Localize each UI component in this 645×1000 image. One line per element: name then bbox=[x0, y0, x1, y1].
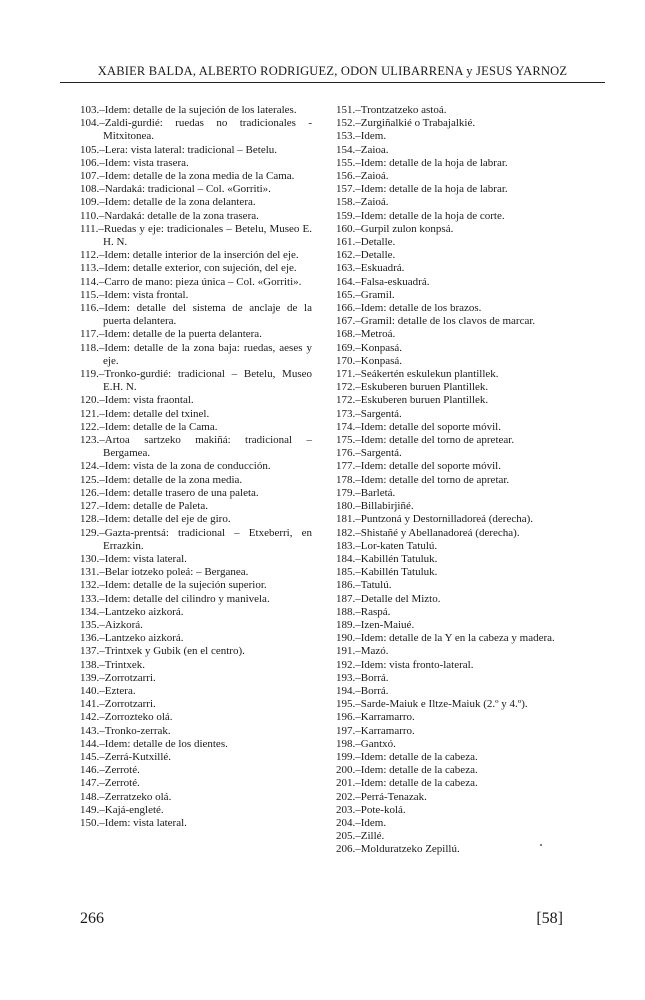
caption-entry: 123.–Artoa sartzeko makiñá: tradicional – Bergamea. bbox=[80, 434, 312, 460]
caption-entry: 205.–Zillé. bbox=[336, 830, 385, 843]
caption-entry: 173.–Sargentá. bbox=[336, 407, 402, 420]
caption-entry: 146.–Zerroté. bbox=[80, 764, 140, 777]
caption-entry: 148.–Zerratzeko olá. bbox=[80, 790, 172, 803]
caption-entry: 163.–Eskuadrá. bbox=[336, 262, 405, 275]
caption-entry: 164.–Falsa-eskuadrá. bbox=[336, 275, 430, 288]
caption-entry: 189.–Izen-Maiué. bbox=[336, 618, 415, 631]
caption-entry: 105.–Lera: vista lateral: tradicional – Betelu. bbox=[80, 143, 278, 156]
caption-entry: 141.–Zorrotzarri. bbox=[80, 698, 156, 711]
caption-entry: 172.–Eskuberen buruen Plantillek. bbox=[336, 381, 489, 394]
caption-entry: 122.–Idem: detalle de la Cama. bbox=[80, 420, 218, 433]
caption-entry: 125.–Idem: detalle de la zona media. bbox=[80, 473, 243, 486]
caption-entry: 131.–Belar iotzeko poleá: – Berganea. bbox=[80, 566, 249, 579]
running-header: XABIER BALDA, ALBERTO RODRIGUEZ, ODON ULIBARRENA y JESUS YARNOZ bbox=[60, 64, 605, 83]
caption-entry: 143.–Tronko-zerrak. bbox=[80, 724, 171, 737]
caption-entry: 110.–Nardaká: detalle de la zona trasera. bbox=[80, 209, 259, 222]
caption-entry: 167.–Gramil: detalle de los clavos de marcar. bbox=[336, 315, 536, 328]
caption-entry: 187.–Detalle del Mizto. bbox=[336, 592, 441, 605]
caption-entry: 107.–Idem: detalle de la zona media de la Cama. bbox=[80, 170, 295, 183]
caption-entry: 103.–Idem: detalle de la sujeción de los laterales. bbox=[80, 104, 297, 116]
caption-entry: 180.–Billabirjiñé. bbox=[336, 500, 414, 513]
caption-entry: 203.–Pote-kolá. bbox=[336, 803, 406, 816]
caption-entry: 133.–Idem: detalle del cilindro y manivela. bbox=[80, 592, 270, 605]
caption-entry: 147.–Zerroté. bbox=[80, 777, 140, 790]
caption-entry: 120.–Idem: vista fraontal. bbox=[80, 394, 194, 407]
caption-entry: 113.–Idem: detalle exterior, con sujeción, del eje. bbox=[80, 262, 297, 275]
caption-entry: 191.–Mazó. bbox=[336, 645, 389, 658]
caption-entry: 200.–Idem: detalle de la cabeza. bbox=[336, 764, 478, 777]
caption-entry: 179.–Barletá. bbox=[336, 486, 396, 499]
caption-entry: 170.–Konpasá. bbox=[336, 354, 402, 367]
caption-entry: 134.–Lantzeko aizkorá. bbox=[80, 605, 184, 618]
caption-entry: 114.–Carro de mano: pieza única – Col. «Gorriti». bbox=[80, 275, 302, 288]
caption-entry: 204.–Idem. bbox=[336, 816, 387, 829]
caption-entry: 121.–Idem: detalle del txinel. bbox=[80, 407, 210, 420]
caption-entry: 135.–Aizkorá. bbox=[80, 618, 143, 631]
caption-entry: 139.–Zorrotzarri. bbox=[80, 671, 156, 684]
caption-entry: 115.–Idem: vista frontal. bbox=[80, 288, 189, 301]
caption-entry: 188.–Raspá. bbox=[336, 605, 391, 618]
caption-entry: 158.–Zaioá. bbox=[336, 196, 389, 209]
caption-entry: 175.–Idem: detalle del torno de apretear. bbox=[336, 434, 515, 447]
caption-entry: 193.–Borrá. bbox=[336, 671, 389, 684]
caption-entry: 132.–Idem: detalle de la sujeción superior. bbox=[80, 579, 267, 592]
caption-entry: 140.–Eztera. bbox=[80, 684, 136, 697]
caption-entry: 183.–Lor-katen Tatulú. bbox=[336, 539, 438, 552]
caption-entry: 176.–Sargentá. bbox=[336, 447, 402, 460]
caption-entry: 144.–Idem: detalle de los dientes. bbox=[80, 737, 228, 750]
caption-entry: 111.–Ruedas y eje: tradicionales – Betelu, Museo E. H. N. bbox=[80, 222, 312, 249]
caption-entry: 108.–Nardaká: tradicional – Col. «Gorriti». bbox=[80, 183, 271, 196]
caption-entry: 198.–Gantxó. bbox=[336, 737, 396, 750]
caption-entry: 161.–Detalle. bbox=[336, 236, 396, 249]
caption-entry: 199.–Idem: detalle de la cabeza. bbox=[336, 750, 478, 763]
caption-entry: 174.–Idem: detalle del soporte móvil. bbox=[336, 420, 501, 433]
caption-entry: 186.–Tatulú. bbox=[336, 579, 392, 592]
caption-entry: 194.–Borrá. bbox=[336, 684, 389, 697]
caption-entry: 196.–Karramarro. bbox=[336, 711, 415, 724]
page-number: 266 bbox=[80, 910, 104, 927]
caption-entry: 182.–Shistañé y Abellanadoreá (derecha). bbox=[336, 526, 520, 539]
caption-entry: 184.–Kabillén Tatuluk. bbox=[336, 552, 438, 565]
bracket-page-number: [58] bbox=[536, 910, 563, 927]
caption-entry: 202.–Perrá-Tenazak. bbox=[336, 790, 427, 803]
caption-entry: 177.–Idem: detalle del soporte móvil. bbox=[336, 460, 501, 473]
caption-entry: 185.–Kabillén Tatuluk. bbox=[336, 566, 438, 579]
caption-entry: 104.–Zaldi-gurdié: ruedas no tradicionales - Mitxitonea. bbox=[80, 117, 312, 143]
caption-entry: 165.–Gramil. bbox=[336, 288, 395, 301]
caption-entry: 190.–Idem: detalle de la Y en la cabeza y madera. bbox=[336, 632, 555, 645]
caption-entry: 117.–Idem: detalle de la puerta delantera. bbox=[80, 328, 262, 341]
caption-entry: 136.–Lantzeko aizkorá. bbox=[80, 632, 184, 645]
caption-entry: 159.–Idem: detalle de la hoja de corte. bbox=[336, 209, 505, 222]
caption-entry: 138.–Trintxek. bbox=[80, 658, 145, 671]
caption-entry: 166.–Idem: detalle de los brazos. bbox=[336, 302, 482, 315]
caption-entry: 201.–Idem: detalle de la cabeza. bbox=[336, 777, 478, 790]
caption-entry: 109.–Idem: detalle de la zona delantera. bbox=[80, 196, 256, 209]
caption-entry: 116.–Idem: detalle del sistema de anclaje de la puerta delantera. bbox=[80, 302, 312, 328]
caption-entry: 172.–Eskuberen buruen Plantillek. bbox=[336, 394, 489, 407]
caption-entry: 178.–Idem: detalle del torno de apretar. bbox=[336, 473, 510, 486]
caption-entry: 118.–Idem: detalle de la zona baja: ruedas, aeses y eje. bbox=[80, 341, 312, 367]
caption-entry: 127.–Idem: detalle de Paleta. bbox=[80, 500, 208, 513]
caption-entry: 151.–Trontzatzeko astoá. bbox=[336, 104, 447, 116]
caption-entry: 206.–Molduratzeko Zepillú. bbox=[336, 843, 460, 856]
caption-entry: 142.–Zorrozteko olá. bbox=[80, 711, 173, 724]
caption-entry: 126.–Idem: detalle trasero de una paleta. bbox=[80, 486, 259, 499]
caption-entry: 160.–Gurpil zulon konpsá. bbox=[336, 222, 454, 235]
caption-entry: 149.–Kajá-engleté. bbox=[80, 803, 164, 816]
caption-entry: 168.–Metroá. bbox=[336, 328, 396, 341]
caption-entry: 169.–Konpasá. bbox=[336, 341, 402, 354]
caption-entry: 106.–Idem: vista trasera. bbox=[80, 156, 189, 169]
left-caption-column bbox=[80, 104, 312, 830]
caption-entry: 137.–Trintxek y Gubik (en el centro). bbox=[80, 645, 245, 658]
print-speck bbox=[540, 844, 542, 846]
caption-entry: 112.–Idem: detalle interior de la inserción del eje. bbox=[80, 249, 299, 262]
caption-entry: 130.–Idem: vista lateral. bbox=[80, 552, 187, 565]
caption-entry: 128.–Idem: detalle del eje de giro. bbox=[80, 513, 231, 526]
caption-entry: 154.–Zaioa. bbox=[336, 143, 389, 156]
caption-entry: 155.–Idem: detalle de la hoja de labrar. bbox=[336, 156, 508, 169]
caption-entry: 150.–Idem: vista lateral. bbox=[80, 816, 187, 829]
caption-entry: 156.–Zaioá. bbox=[336, 170, 389, 183]
caption-entry: 153.–Idem. bbox=[336, 130, 387, 143]
caption-entry: 145.–Zerrá-Kutxillé. bbox=[80, 750, 172, 763]
caption-entry: 197.–Karramarro. bbox=[336, 724, 415, 737]
caption-entry: 181.–Puntzoná y Destornilladoreá (derecha). bbox=[336, 513, 534, 526]
caption-entry: 195.–Sarde-Maiuk e Iltze-Maiuk (2.º y 4.º). bbox=[336, 698, 528, 711]
caption-entry: 171.–Seákertén eskulekun plantillek. bbox=[336, 368, 499, 381]
caption-entry: 124.–Idem: vista de la zona de conducción. bbox=[80, 460, 271, 473]
caption-entry: 157.–Idem: detalle de la hoja de labrar. bbox=[336, 183, 508, 196]
right-caption-column bbox=[336, 104, 564, 857]
caption-entry: 129.–Gazta-prentsá: tradicional – Etxeberri, en Errazkin. bbox=[80, 526, 312, 552]
caption-entry: 162.–Detalle. bbox=[336, 249, 396, 262]
caption-entry: 119.–Tronko-gurdié: tradicional – Betelu, Museo E.H. N. bbox=[80, 368, 312, 394]
caption-entry: 152.–Zurgiñalkié o Trabajalkié. bbox=[336, 117, 476, 130]
caption-entry: 192.–Idem: vista fronto-lateral. bbox=[336, 658, 474, 671]
